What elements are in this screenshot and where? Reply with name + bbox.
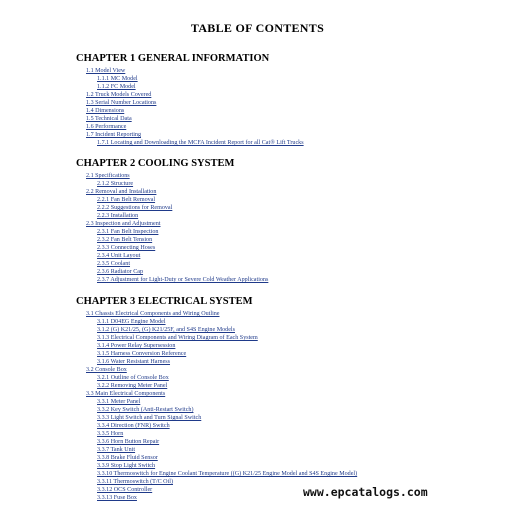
toc-section-link[interactable]: 3.3 Main Electrical Components (86, 391, 166, 397)
toc-subsection-link[interactable]: 2.3.5 Coolant (97, 261, 131, 267)
toc-section-link[interactable]: 2.1 Specifications (86, 173, 130, 179)
toc-section-link[interactable]: 3.2 Console Box (86, 367, 127, 373)
toc-section-link[interactable]: 1.1 Model View (86, 68, 126, 74)
toc-subsection-link[interactable]: 3.1.4 Power Relay Supersession (97, 343, 176, 349)
page-title: TABLE OF CONTENTS (190, 21, 325, 35)
toc-subsection-link[interactable]: 3.2.2 Removing Meter Panel (97, 383, 168, 389)
toc-subsection-link[interactable]: 2.2.1 Fan Belt Removal (97, 197, 156, 203)
toc-subsection-link[interactable]: 2.3.1 Fan Belt Inspection (97, 229, 159, 235)
toc-subsection-link[interactable]: 3.3.9 Stop Light Switch (97, 463, 156, 469)
toc-subsection-link[interactable]: 3.1.3 Electrical Components and Wiring Diagram of Each System (97, 335, 258, 341)
toc-subsection-link[interactable]: 3.3.8 Brake Fluid Sensor (97, 455, 158, 461)
toc-subsection-link[interactable]: 3.1.2 (G) K21/25, (G) K21/25F, and S4S Engine Models (97, 327, 235, 333)
toc-subsection-link[interactable]: 3.3.6 Horn Button Repair (97, 439, 160, 445)
toc-subsection-link[interactable]: 3.3.13 Fuse Box (97, 495, 137, 501)
toc-subsection-link[interactable]: 3.1.1 D04EG Engine Model (97, 319, 166, 325)
toc-subsection-link[interactable]: 2.3.7 Adjustment for Light-Duty or Severe Cold Weather Applications (97, 277, 269, 283)
toc-section-link[interactable]: 1.2 Truck Models Covered (86, 92, 152, 98)
toc-subsection-link[interactable]: 3.3.7 Tank Unit (97, 447, 136, 453)
toc-subsection-link[interactable]: 3.3.3 Light Switch and Turn Signal Switch (97, 415, 202, 421)
toc-section-link[interactable]: 3.1 Chassis Electrical Components and Wiring Outline (86, 311, 220, 317)
toc-subsection-link[interactable]: 2.3.6 Radiator Cap (97, 269, 144, 275)
toc-section-link[interactable]: 1.4 Dimensions (86, 108, 125, 114)
toc-subsection-link[interactable]: 2.3.2 Fan Belt Tension (97, 237, 153, 243)
toc-subsection-link[interactable]: 3.1.6 Water Resistant Harness (97, 359, 171, 365)
toc-subsection-link[interactable]: 3.3.11 Thermoswitch (T/C Oil) (97, 479, 173, 485)
toc-subsection-link[interactable]: 2.3.3 Connecting Hoses (97, 245, 156, 251)
toc-subsection-link[interactable]: 3.3.10 Thermoswitch for Engine Coolant Temperature ((G) K21/25 Engine Model and S4S Engine Model) (97, 471, 358, 477)
toc-subsection-link[interactable]: 2.1.2 Structure (97, 181, 134, 187)
toc-subsection-link[interactable]: 1.7.1 Locating and Downloading the MCFA Incident Report for all Cat® Lift Trucks (97, 140, 304, 146)
chapter-heading: CHAPTER 2 COOLING SYSTEM (76, 158, 235, 169)
toc-section-link[interactable]: 2.3 Inspection and Adjustment (86, 221, 161, 227)
chapter-heading: CHAPTER 1 GENERAL INFORMATION (76, 53, 270, 64)
toc-subsection-link[interactable]: 1.1.1 MC Model (97, 76, 138, 82)
toc-section-link[interactable]: 1.6 Performance (86, 124, 127, 130)
toc-section-link[interactable]: 1.3 Serial Number Locations (86, 100, 157, 106)
toc-subsection-link[interactable]: 2.3.4 Unit Layout (97, 253, 141, 259)
toc-subsection-link[interactable]: 3.3.4 Direction (FNR) Switch (97, 423, 170, 429)
chapter-heading: CHAPTER 3 ELECTRICAL SYSTEM (76, 296, 253, 307)
watermark-text: www.epcatalogs.com (303, 485, 428, 499)
toc-subsection-link[interactable]: 3.1.5 Harness Conversion Reference (97, 351, 187, 357)
toc-subsection-link[interactable]: 3.3.5 Horn (97, 431, 124, 437)
toc-section-link[interactable]: 1.5 Technical Data (86, 116, 132, 122)
toc-subsection-link[interactable]: 3.2.1 Outline of Console Box (97, 375, 169, 381)
toc-subsection-link[interactable]: 3.3.2 Key Switch (Anti-Restart Switch) (97, 407, 194, 413)
toc-subsection-link[interactable]: 2.2.2 Suggestions for Removal (97, 205, 173, 211)
toc-section-link[interactable]: 1.7 Incident Reporting (86, 132, 142, 138)
toc-subsection-link[interactable]: 2.2.3 Installation (97, 213, 139, 219)
toc-subsection-link[interactable]: 3.3.12 OCS Controller (97, 487, 153, 493)
toc-section-link[interactable]: 2.2 Removal and Installation (86, 189, 157, 195)
toc-subsection-link[interactable]: 3.3.1 Meter Panel (97, 399, 141, 405)
toc-subsection-link[interactable]: 1.1.2 FC Model (97, 84, 136, 90)
